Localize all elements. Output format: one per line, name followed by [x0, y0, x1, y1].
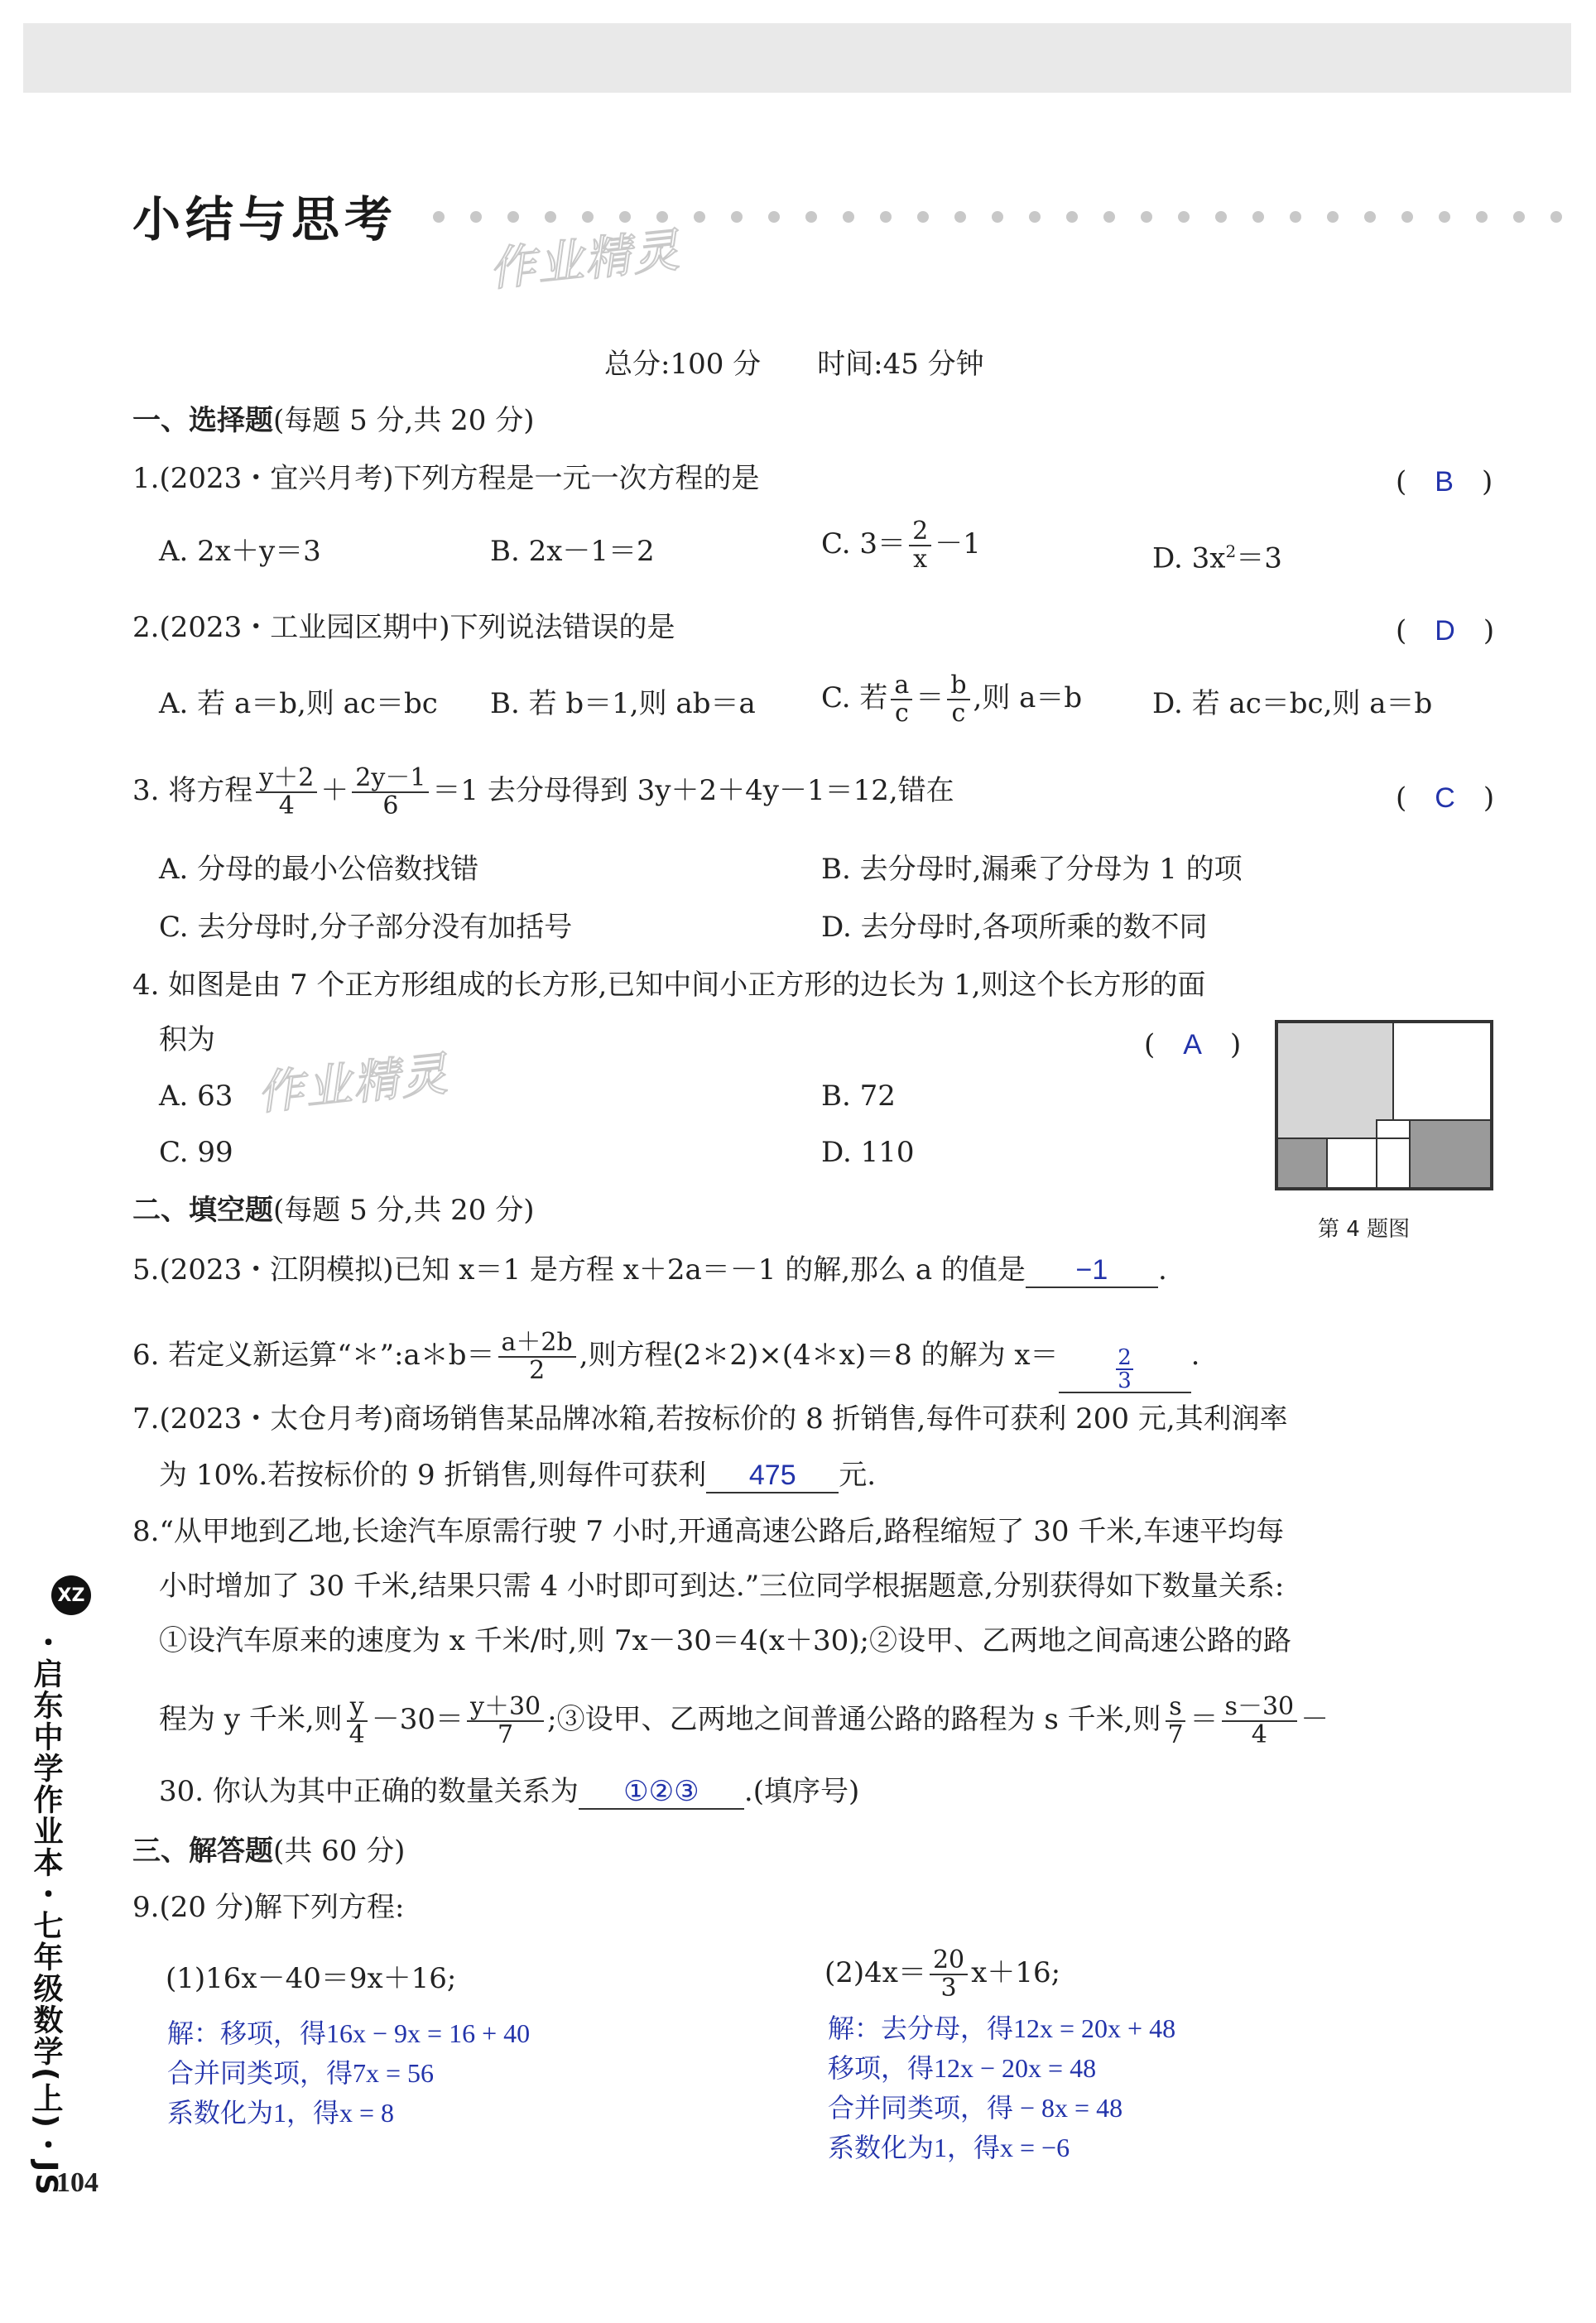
page-title: 小结与思考 [132, 191, 398, 248]
q8-line2: 小时增加了 30 千米,结果只需 4 小时即可到达.”三位同学根据题意,分别获得如下数量关系: [159, 1570, 1285, 1603]
q2-answer: ( D ) [1396, 614, 1495, 647]
q4-figure [1275, 1020, 1493, 1190]
q4-stem-line2: 积为 [159, 1023, 215, 1056]
xz-badge: XZ [51, 1575, 91, 1615]
q3-answer: ( C ) [1396, 782, 1495, 815]
q9-solution-2: 解：去分母，得12x = 20x + 48 移项，得12x − 20x = 48 合并同类项，得 − 8x = 48 系数化为1，得x = −6 [828, 2013, 1176, 2162]
watermark: 作业精灵 [254, 1047, 452, 1121]
watermark: 作业精灵 [486, 224, 684, 297]
section-1-heading: 一、选择题(每题 5 分,共 20 分) [132, 404, 535, 437]
q4-figure-caption: 第 4 题图 [1318, 1217, 1411, 1242]
q4-option-a: A. 63 [159, 1080, 233, 1113]
q8-line1: 8.“从甲地到乙地,长途汽车原需行驶 7 小时,开通高速公路后,路程缩短了 30 千米,车速平均每 [132, 1515, 1285, 1548]
q7-line2: 为 10%.若按标价的 9 折销售,则每件可获利 475 元. [159, 1459, 877, 1492]
top-band [23, 23, 1571, 93]
q3-stem: 3. 将方程 $\frac{y+2}{4}$ ＋ $\frac{2y-1}{6}$ ＝1 去分母得到 3y＋2＋4y－1＝12,错在 [132, 763, 954, 820]
q1-answer: ( B ) [1396, 465, 1493, 498]
q1-option-d: D. $3x^2=3$ [1152, 541, 1282, 575]
q3-option-b: B. 去分母时,漏乘了分母为 1 的项 [821, 853, 1243, 886]
q3-option-a: A. 分母的最小公倍数找错 [159, 853, 479, 886]
page-number: 104 [56, 2167, 99, 2198]
q9-part2: (2)4x＝ $\frac{20}{3}$ x＋16; [824, 1945, 1061, 2003]
q7-answer: 475 [748, 1460, 796, 1491]
q4-option-c: C. 99 [159, 1136, 233, 1169]
section-2-heading: 二、填空题(每题 5 分,共 20 分) [132, 1194, 535, 1227]
q2-option-b: B. 若 b＝1,则 ab＝a [490, 687, 756, 720]
q4-answer: ( A ) [1144, 1028, 1242, 1061]
q5-stem: 5.(2023・江阴模拟)已知 x＝1 是方程 x＋2a＝－1 的解,那么 a 的值是 −1 . [132, 1253, 1167, 1287]
q2-stem: 2.(2023・工业园区期中)下列说法错误的是 [132, 611, 675, 644]
q2-option-a: A. 若 a＝b,则 ac＝bc [159, 687, 438, 720]
q5-answer: −1 [1075, 1254, 1108, 1286]
q6-answer: $\frac{2}{3}$ [1118, 1345, 1132, 1393]
q8-line4: 程为 y 千米,则 $\frac{y}{4}$ －30＝ $\frac{y+30}{7}$ ;③设甲、乙两地之间普通公路的路程为 s 千米,则 $\frac{s}{7}$ ＝ $\frac{s-30}{4}$ － [159, 1692, 1329, 1749]
q3-option-d: D. 去分母时,各项所乘的数不同 [821, 911, 1208, 944]
q1-stem: 1.(2023・宜兴月考)下列方程是一元一次方程的是 [132, 462, 760, 495]
book-spine-title: ・启东中学作业本・七年级数学(上)・JS [29, 1627, 63, 2197]
q8-answer: ①②③ [623, 1776, 699, 1807]
q1-option-c: C. 3＝ $\frac{2}{x}$ －1 [821, 517, 981, 574]
q4-option-b: B. 72 [821, 1080, 896, 1113]
q7-line1: 7.(2023・太仓月考)商场销售某品牌冰箱,若按标价的 8 折销售,每件可获利 200 元,其利润率 [132, 1402, 1288, 1436]
q6-stem: 6. 若定义新运算“＊”:a＊b＝ $\frac{a+2b}{2}$ ,则方程(2＊2)×(4＊x)＝8 的解为 x＝ $\frac{2}{3}$ . [132, 1328, 1200, 1393]
q4-stem-line1: 4. 如图是由 7 个正方形组成的长方形,已知中间小正方形的边长为 1,则这个长方形的面 [132, 969, 1206, 1002]
q8-line5: 30. 你认为其中正确的数量关系为 ①②③ .(填序号) [159, 1775, 860, 1808]
q4-option-d: D. 110 [821, 1136, 915, 1169]
q3-option-c: C. 去分母时,分子部分没有加括号 [159, 911, 573, 944]
q2-option-c: C. 若 $\frac{a}{c}$ ＝ $\frac{b}{c}$ ,则 a＝b [821, 671, 1083, 728]
q9-part1: (1)16x－40＝9x＋16; [166, 1962, 457, 1995]
q1-option-b: B. 2x－1＝2 [490, 535, 655, 568]
q8-line3: ①设汽车原来的速度为 x 千米/时,则 7x－30＝4(x＋30);②设甲、乙两地之间高速公路的路 [159, 1624, 1291, 1657]
q2-option-d: D. 若 ac＝bc,则 a＝b [1152, 687, 1433, 720]
score-time: 总分:100 分 时间:45 分钟 [604, 348, 984, 381]
q9-stem: 9.(20 分)解下列方程: [132, 1891, 405, 1924]
section-3-heading: 三、解答题(共 60 分) [132, 1835, 406, 1868]
q1-option-a: A. 2x＋y＝3 [159, 535, 321, 568]
q9-solution-1: 解：移项，得16x − 9x = 16 + 40 合并同类项，得7x = 56 系数化为1，得x = 8 [167, 2018, 531, 2128]
